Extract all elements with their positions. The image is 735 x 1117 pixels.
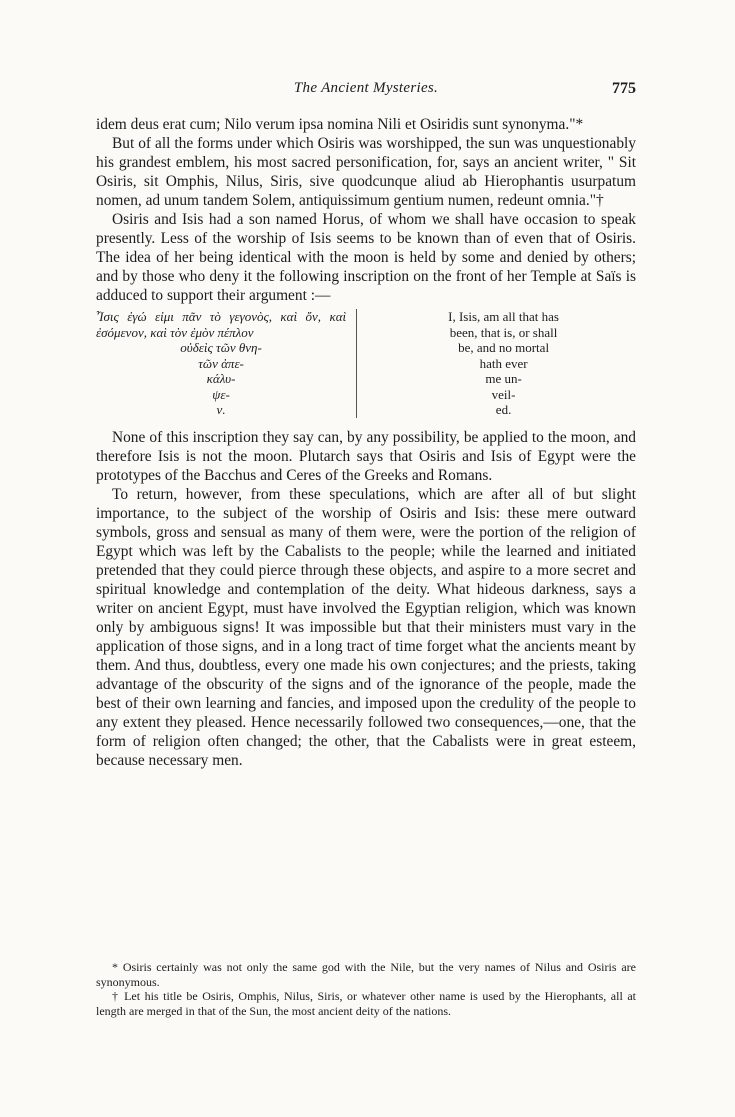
greek-line: οὐδεὶς τῶν θνη-	[180, 340, 262, 355]
greek-line: ψε-	[212, 386, 230, 402]
paragraph-5: To return, however, from these speculations, which are after all of but slight importance, to the subject of the worship of Osiris and Isis: these mere outward symbols, gross and sensual as many of them were, were the portion of the religion of Egypt which was left by the Cabalists to the people; while the learned and initiated pretended that they could pierce through these objects, and aspire to a more secret and spiritual knowledge and contemplation of the deity. What hideous darkness, says a writer on ancient Egypt, must have involved the Egyptian religion, which was known only by ambiguous signs! It was impossible but that their ministers must vary in the application of those signs, and in a long tract of time forget what the ancients meant by them. And thus, doubtless, every one made his own conjectures; and the priests, taking advantage of the obscurity of the signs and of the ignorance of the people, made the best of their own learning and fancies, and imposed upon the credulity of the people to any extent they pleased. Hence necessarily followed two consequences,—one, that the form of religion often changed; the other, that the Cabalists were in great esteem, because necessary men.	[96, 485, 636, 769]
inscription	[96, 309, 636, 418]
english-line: veil-	[491, 386, 516, 402]
footnote-1: * Osiris certainly was not only the same god with the Nile, but the very names of Nilus and Osiris are synonymous.	[96, 960, 636, 989]
paragraph-2: But of all the forms under which Osiris was worshipped, the sun was unquestionably his grandest emblem, his most sacred personification, for, says an ancient writer, " Sit Osiris, sit Omphis, Nilus, Siris, sive quodcunque aliud ab Hierophantis usurpatum nomen, ad unum tandem Solem, antiquissimum gentium numen, redeunt omnia."†	[96, 135, 636, 209]
paragraph-1: idem deus erat cum; Nilo verum ipsa nomina Nili et Osiridis sunt synonyma."*	[96, 116, 584, 133]
english-line: hath ever	[479, 355, 528, 371]
english-translation	[357, 309, 636, 418]
footnote-2: † Let his title be Osiris, Omphis, Nilus, Siris, or whatever other name is used by the Hierophants, all at length are merged in that of the Sun, the most ancient deity of the nations.	[96, 989, 636, 1018]
running-title: The Ancient Mysteries.	[293, 80, 439, 96]
footnotes	[96, 960, 636, 1018]
paragraph-4: None of this inscription they say can, by any possibility, be applied to the moon, and therefore Isis is not the moon. Plutarch says that Osiris and Isis of Egypt were the prototypes of the Bacchus and Ceres of the Greeks and Romans.	[96, 428, 636, 484]
greek-inscription	[96, 309, 357, 418]
greek-line: ν.	[216, 402, 226, 417]
greek-line: Ἶσις ἐγώ εἰμι πᾶν τὸ γεγονὸς, καὶ ὄν, καὶ ἐσόμενον, καὶ τὸν ἐμὸν πέπλον	[96, 309, 347, 340]
english-line: ed.	[495, 402, 512, 417]
body-text	[96, 115, 636, 770]
english-line: me un-	[485, 371, 522, 386]
english-line: be, and no mortal	[458, 340, 550, 355]
greek-line: κάλυ-	[206, 371, 236, 386]
english-line: been, that is, or shall	[449, 324, 558, 340]
paragraph-3: Osiris and Isis had a son named Horus, of whom we shall have occasion to speak presently. Less of the worship of Isis seems to be known than of even that of Osiris. The idea of her being identical with the moon is held by some and denied by others; and by those who deny it the following inscription on the front of her Temple at Saïs is adduced to support their argument :—	[96, 211, 636, 304]
page-header	[96, 80, 636, 104]
english-line: I, Isis, am all that has	[448, 309, 559, 324]
page-number: 775	[612, 80, 636, 97]
greek-line: τῶν ἀπε-	[198, 355, 244, 371]
